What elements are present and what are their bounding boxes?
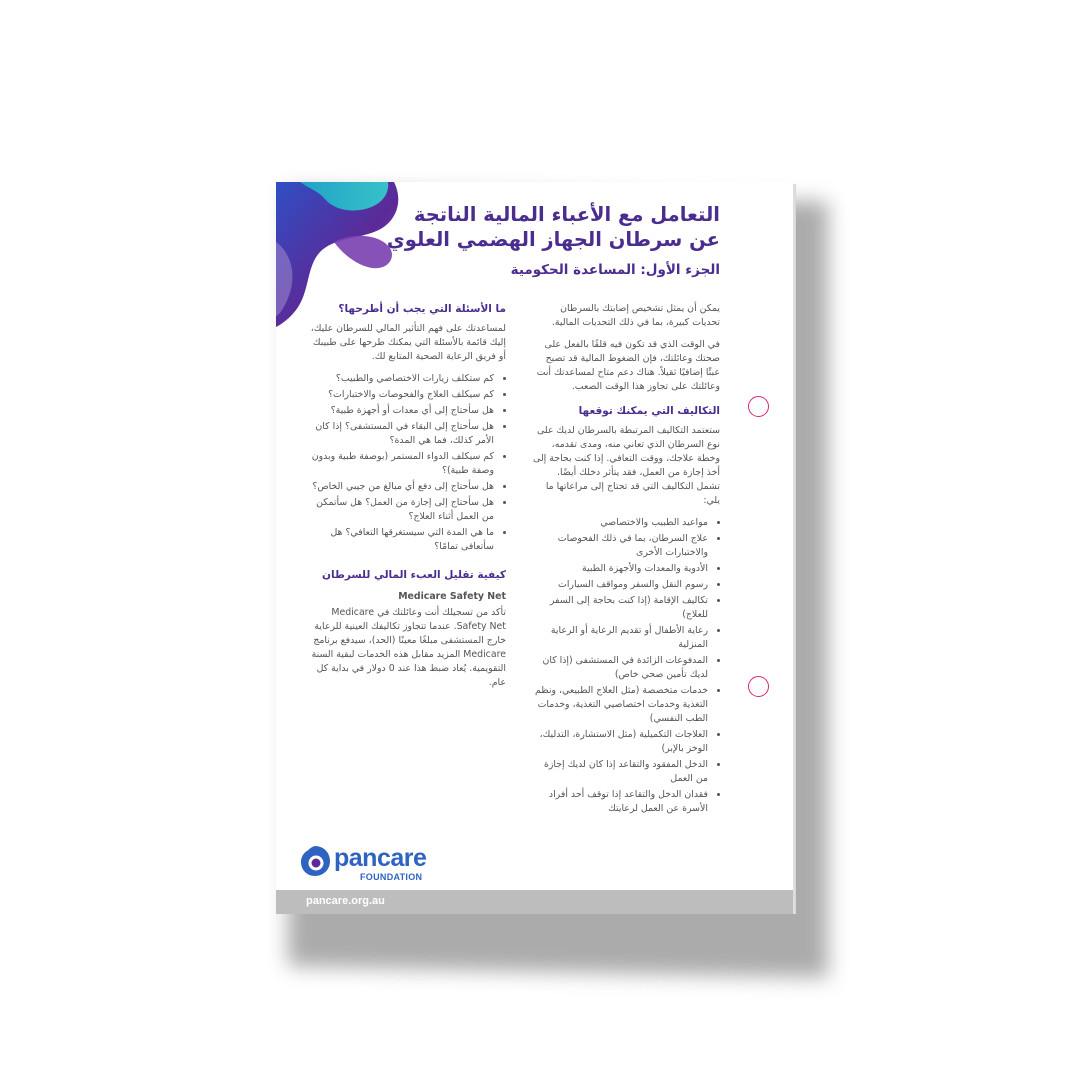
pancare-logo [298, 842, 438, 886]
list-item: • رعاية الأطفال أو تقديم الرعاية أو الرعاية المنزلية [532, 624, 708, 652]
list-item: • ما هي المدة التي سيستغرقها التعافي؟ هل سأتعافى تمامًا؟ [306, 526, 494, 554]
binder-hole-marker [748, 396, 769, 417]
list-item: • كم سيكلف العلاج والفحوصات والاختبارات؟ [306, 388, 494, 402]
intro-paragraph-1: يمكن أن يمثل تشخيص إصابتك بالسرطان تحديات كبيرة، بما في ذلك التحديات المالية. [551, 303, 720, 328]
pancare-logo-icon [298, 844, 332, 878]
list-item: • الأدوية والمعدات والأجهزة الطبية [532, 562, 708, 576]
questions-heading: ما الأسئلة التي يجب أن أطرحها؟ [338, 303, 506, 315]
binder-hole-marker [748, 676, 769, 697]
costs-list [532, 516, 720, 816]
title-line-1: التعامل مع الأعباء المالية الناتجة [413, 203, 720, 226]
list-item: • خدمات متخصصة (مثل العلاج الطبيعي، ونظم التغذية وخدمات اختصاصيي التغذية، وخدمات الطب النفسي) [532, 684, 708, 726]
list-item: • علاج السرطان، بما في ذلك الفحوصات والاختبارات الأخرى [532, 532, 708, 560]
title-line-2: عن سرطان الجهاز الهضمي العلوي [386, 228, 720, 251]
left-column [306, 302, 506, 698]
list-item: • المدفوعات الزائدة في المستشفى (إذا كان لديك تأمين صحي خاص) [532, 654, 708, 682]
safety-net-heading: Medicare Safety Net [398, 591, 506, 602]
document-title [300, 202, 720, 252]
document-page [276, 182, 793, 914]
list-item: • العلاجات التكميلية (مثل الاستشارة، التدليك، الوخز بالإبر) [532, 728, 708, 756]
reduce-burden-heading: كيفية تقليل العبء المالي للسرطان [322, 569, 506, 581]
questions-list [306, 372, 506, 554]
costs-heading: التكاليف التي يمكنك توقعها [578, 405, 720, 417]
intro-paragraph-2: في الوقت الذي قد تكون فيه قلقًا بالفعل على صحتك وعائلتك، فإن الضغوط المالية قد تصبح عبئًا إضافيًا ثقيلاً. هناك دعم متاح لمساعدتك أنت وعائلتك على تجاوز هذا الوقت الصعب. [536, 339, 720, 392]
list-item: • رسوم النقل والسفر ومواقف السيارات [532, 578, 708, 592]
logo-wordmark: pancare [334, 844, 427, 872]
list-item: • هل سأحتاج إلى دفع أي مبالغ من جيبي الخاص؟ [306, 480, 494, 494]
footer-bar [276, 890, 793, 914]
list-item: • تكاليف الإقامة (إذا كنت بحاجة إلى السفر للعلاج) [532, 594, 708, 622]
footer-url: pancare.org.au [306, 895, 385, 907]
logo-subtext: FOUNDATION [360, 872, 423, 882]
list-item: • هل سأحتاج إلى إجازة من العمل؟ هل سأتمكن من العمل أثناء العلاج؟ [306, 496, 494, 524]
list-item: • مواعيد الطبيب والاختصاصي [532, 516, 708, 530]
list-item: • فقدان الدخل والتقاعد إذا توقف أحد أفراد الأسرة عن العمل لرعايتك [532, 788, 708, 816]
right-column [532, 302, 720, 818]
costs-intro: ستعتمد التكاليف المرتبطة بالسرطان لديك على نوع السرطان الذي تعاني منه، ومدى تقدمه، وخطة علاجك، ووقت التعافي. إذا كنت بحاجة إلى أخذ إجازة من العمل، فقد يتأثر دخلك أيضًا. تشمل التكاليف التي قد تحتاج إلى مراعاتها ما يلي: [533, 425, 720, 506]
list-item: • الدخل المفقود والتقاعد إذا كان لديك إجازة من العمل [532, 758, 708, 786]
questions-intro: لمساعدتك على فهم التأثير المالي للسرطان عليك، إليك قائمة بالأسئلة التي يمكنك طرحها على طبيبك أو فريق الرعاية الصحية المتابع لك. [310, 323, 506, 362]
safety-net-text: تأكد من تسجيلك أنت وعائلتك في Medicare Safety Net. عندما تتجاوز تكاليفك العينية للرعاية خارج المستشفى مبلغًا معينًا (الحد)، سيدفع برنامج Medicare المزيد مقابل هذه الخدمات لبقية السنة التقويمية. يُعاد ضبط هذا عند 0 دولار في بداية كل عام. [311, 607, 506, 688]
list-item: • هل سأحتاج إلى البقاء في المستشفى؟ إذا كان الأمر كذلك، فما هي المدة؟ [306, 420, 494, 448]
list-item: • هل سأحتاج إلى أي معدات أو أجهزة طبية؟ [306, 404, 494, 418]
document-subtitle: الجزء الأول: المساعدة الحكومية [510, 262, 720, 278]
list-item: • كم ستكلف زيارات الاختصاصي والطبيب؟ [306, 372, 494, 386]
list-item: • كم سيكلف الدواء المستمر (بوصفة طبية وبدون وصفة طبية)؟ [306, 450, 494, 478]
